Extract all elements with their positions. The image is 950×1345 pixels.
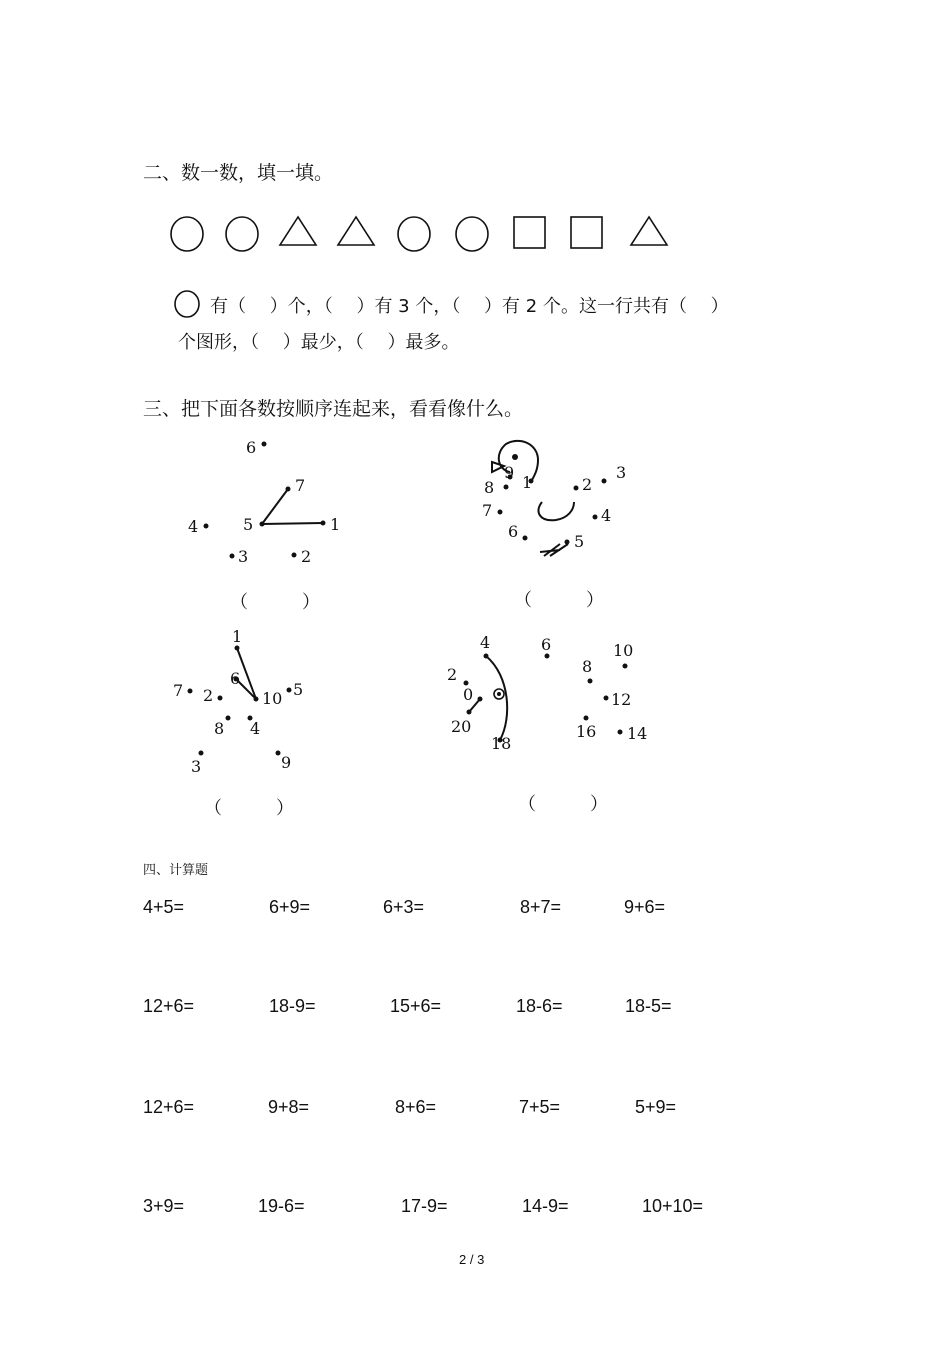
circle-icon	[456, 217, 488, 251]
section3-heading: 三、把下面各数按顺序连起来，看看像什么。	[143, 398, 524, 420]
circle-icon	[171, 217, 203, 251]
equation: 5+9=	[635, 1097, 677, 1117]
equation: 12+6=	[143, 996, 195, 1016]
triangle-icon	[338, 217, 374, 245]
triangle-icon	[280, 217, 316, 245]
equation: 6+9=	[269, 897, 311, 917]
dot-label: 2	[301, 547, 312, 566]
dot-label: 2	[203, 686, 214, 705]
fill-line-2: 个图形，（ ）最少，（ ）最多。	[178, 332, 460, 353]
dot-label: 8	[582, 657, 593, 676]
dot-label: 7	[482, 501, 493, 520]
fill-line-1: 有（ ）个，（ ）有 3 个，（ ）有 2 个。这一行共有（ ）	[210, 296, 729, 317]
dot-label: 12	[611, 690, 632, 709]
dot-puzzle-1	[180, 432, 360, 572]
section2-heading: 二、数一数，填一填。	[143, 162, 334, 184]
equation: 14-9=	[522, 1196, 569, 1216]
dot-label: 4	[480, 633, 491, 652]
answer-paren-4: （ ）	[518, 794, 608, 815]
section4-heading: 四、计算题	[143, 863, 209, 878]
page-number: 2 / 3	[459, 1252, 485, 1267]
dot-label: 6	[508, 522, 519, 541]
equation: 8+6=	[395, 1097, 437, 1117]
square-icon	[571, 217, 602, 248]
dot-label: 5	[243, 515, 254, 534]
dot-label: 10	[613, 641, 634, 660]
equation: 6+3=	[383, 897, 425, 917]
equation: 17-9=	[401, 1196, 448, 1216]
equation: 10+10=	[642, 1196, 704, 1216]
dot-label: 6	[246, 438, 257, 457]
equation: 18-5=	[625, 996, 672, 1016]
equation: 9+8=	[268, 1097, 310, 1117]
equation: 15+6=	[390, 996, 442, 1016]
dot-label: 3	[238, 547, 249, 566]
equation: 12+6=	[143, 1097, 195, 1117]
dot-label: 14	[627, 724, 648, 743]
dot-label: 8	[214, 719, 225, 738]
dot-label: 4	[601, 506, 612, 525]
dot-label: 7	[173, 681, 184, 700]
equation: 8+7=	[520, 897, 562, 917]
dot-label: 7	[295, 476, 306, 495]
dot-label: 5	[293, 680, 304, 699]
circle-icon	[172, 289, 202, 319]
dot-label: 20	[451, 717, 472, 736]
dot-label: 9	[504, 463, 515, 482]
dot-label: 1	[232, 627, 243, 646]
dot-label: 4	[188, 517, 199, 536]
dot-puzzle-3	[170, 626, 340, 776]
dot-puzzle-2	[470, 432, 650, 582]
equation: 18-9=	[269, 996, 316, 1016]
dot-label: 4	[250, 719, 261, 738]
equation: 19-6=	[258, 1196, 305, 1216]
circle-icon	[226, 217, 258, 251]
dot-label: 2	[582, 475, 593, 494]
dot-label: 2	[447, 665, 458, 684]
dot-label: 16	[576, 722, 597, 741]
dot-label: 3	[191, 757, 202, 776]
equation: 3+9=	[143, 1196, 185, 1216]
dot-label: 10	[262, 689, 283, 708]
equation: 9+6=	[624, 897, 666, 917]
dot-label: 0	[463, 685, 474, 704]
square-icon	[514, 217, 545, 248]
dot-label: 1	[522, 473, 533, 492]
equation: 4+5=	[143, 897, 185, 917]
dot-label: 6	[230, 669, 241, 688]
answer-paren-3: （ ）	[204, 798, 294, 819]
circle-icon	[398, 217, 430, 251]
equation: 7+5=	[519, 1097, 561, 1117]
dot-label: 9	[281, 753, 292, 772]
dot-label: 5	[574, 532, 585, 551]
dot-label: 1	[330, 515, 341, 534]
answer-paren-1: （ ）	[230, 592, 320, 613]
dot-label: 3	[616, 463, 627, 482]
dot-label: 8	[484, 478, 495, 497]
answer-paren-2: （ ）	[514, 590, 604, 611]
dot-puzzle-4	[440, 626, 660, 756]
triangle-icon	[631, 217, 667, 245]
shape-row	[160, 205, 680, 261]
dot-label: 6	[541, 635, 552, 654]
dot-label: 18	[491, 734, 512, 753]
equation: 18-6=	[516, 996, 563, 1016]
